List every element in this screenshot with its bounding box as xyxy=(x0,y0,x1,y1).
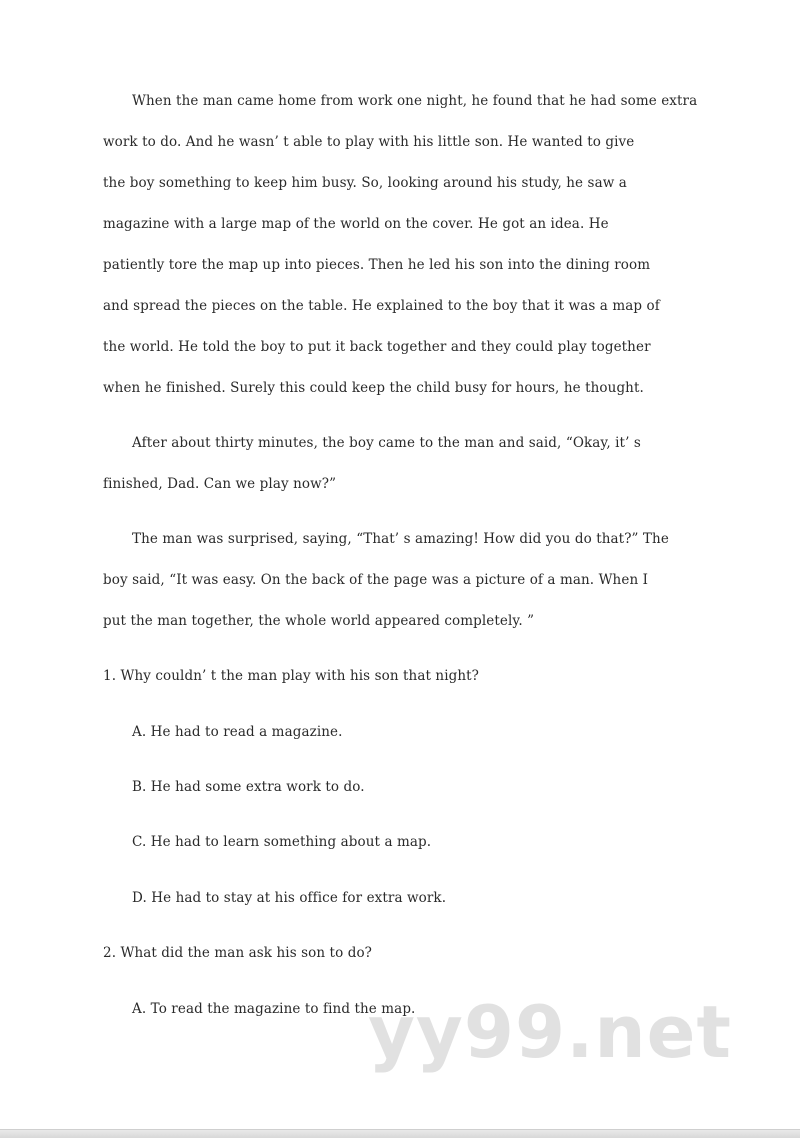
passage-line: work to do. And he wasn’ t able to play with his little son. He wanted to give xyxy=(103,134,635,150)
passage-line: patiently tore the map up into pieces. Then he led his son into the dining room xyxy=(103,257,651,273)
passage-line: and spread the pieces on the table. He explained to the boy that it was a map of xyxy=(103,298,660,314)
answer-option: C. He had to learn something about a map. xyxy=(132,834,432,850)
passage-line: put the man together, the whole world appeared completely. ” xyxy=(103,613,535,629)
passage-line: After about thirty minutes, the boy came to the man and said, “Okay, it’ s xyxy=(132,435,641,451)
watermark: yy99.net xyxy=(368,990,732,1074)
question-text: 2. What did the man ask his son to do? xyxy=(103,945,373,961)
passage-line: the world. He told the boy to put it back together and they could play together xyxy=(103,339,651,355)
answer-option: B. He had some extra work to do. xyxy=(132,779,365,795)
passage-line: When the man came home from work one night, he found that he had some extra xyxy=(132,93,698,109)
question-text: 1. Why couldn’ t the man play with his son that night? xyxy=(103,668,480,684)
answer-option: A. He had to read a magazine. xyxy=(132,724,343,740)
passage-line: magazine with a large map of the world on the cover. He got an idea. He xyxy=(103,216,609,232)
passage-line: finished, Dad. Can we play now?” xyxy=(103,476,337,492)
passage-line: boy said, “It was easy. On the back of the page was a picture of a man. When I xyxy=(103,572,649,588)
passage-line: when he finished. Surely this could keep the child busy for hours, he thought. xyxy=(103,380,644,396)
passage-line: The man was surprised, saying, “That’ s amazing! How did you do that?” The xyxy=(132,531,669,547)
answer-option: D. He had to stay at his office for extra work. xyxy=(132,890,447,906)
passage-line: the boy something to keep him busy. So, looking around his study, he saw a xyxy=(103,175,627,191)
answer-option: A. To read the magazine to find the map. xyxy=(132,1001,416,1017)
